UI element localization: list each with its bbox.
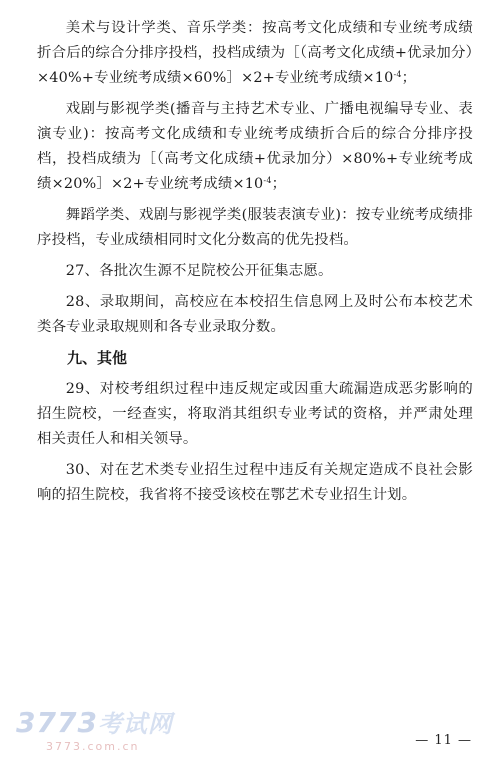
section-heading: 九、其他 (67, 349, 128, 367)
paragraph-item-28: 28、录取期间，高校应在本校招生信息网上及时公布本校艺术类各专业录取规则和各专业录取分数。 (37, 294, 473, 335)
paragraph-art-design-music: 美术与设计学类、音乐学类：按高考文化成绩和专业统考成绩折合后的综合分排序投档，投档成绩为［（高考文化成绩+优录加分）×40%+专业统考成绩×60%］×2+专业统考成绩$\times 10^{-4}$； (37, 20, 473, 86)
watermark-brand: 3773考试网 (16, 706, 173, 739)
page-number: — 11 — (415, 733, 472, 748)
paragraph-drama-film: 戏剧与影视学类(播音与主持艺术专业、广播电视编导专业、表演专业)：按高考文化成绩和专业统考成绩折合后的综合分排序投档，投档成绩为［（高考文化成绩+优录加分）×80%+专业统考成绩×20%］×2+专业统考成绩$\times 10^{-4}$； (37, 101, 473, 192)
watermark-url: 3773.com.cn (46, 740, 140, 753)
paragraph-item-30: 30、对在艺术类专业招生过程中违反有关规定造成不良社会影响的招生院校，我省将不接受该校在鄂艺术专业招生计划。 (37, 462, 473, 503)
paragraph-item-29: 29、对校考组织过程中违反规定或因重大疏漏造成恶劣影响的招生院校，一经查实，将取消其组织专业考试的资格，并严肃处理相关责任人和相关领导。 (37, 381, 473, 447)
document-body (37, 16, 473, 514)
paragraph-item-27: 27、各批次生源不足院校公开征集志愿。 (65, 263, 333, 279)
paragraph-dance: 舞蹈学类、戏剧与影视学类(服装表演专业)：按专业统考成绩排序投档，专业成绩相同时文化分数高的优先投档。 (37, 207, 473, 248)
watermark-logo (16, 704, 196, 764)
